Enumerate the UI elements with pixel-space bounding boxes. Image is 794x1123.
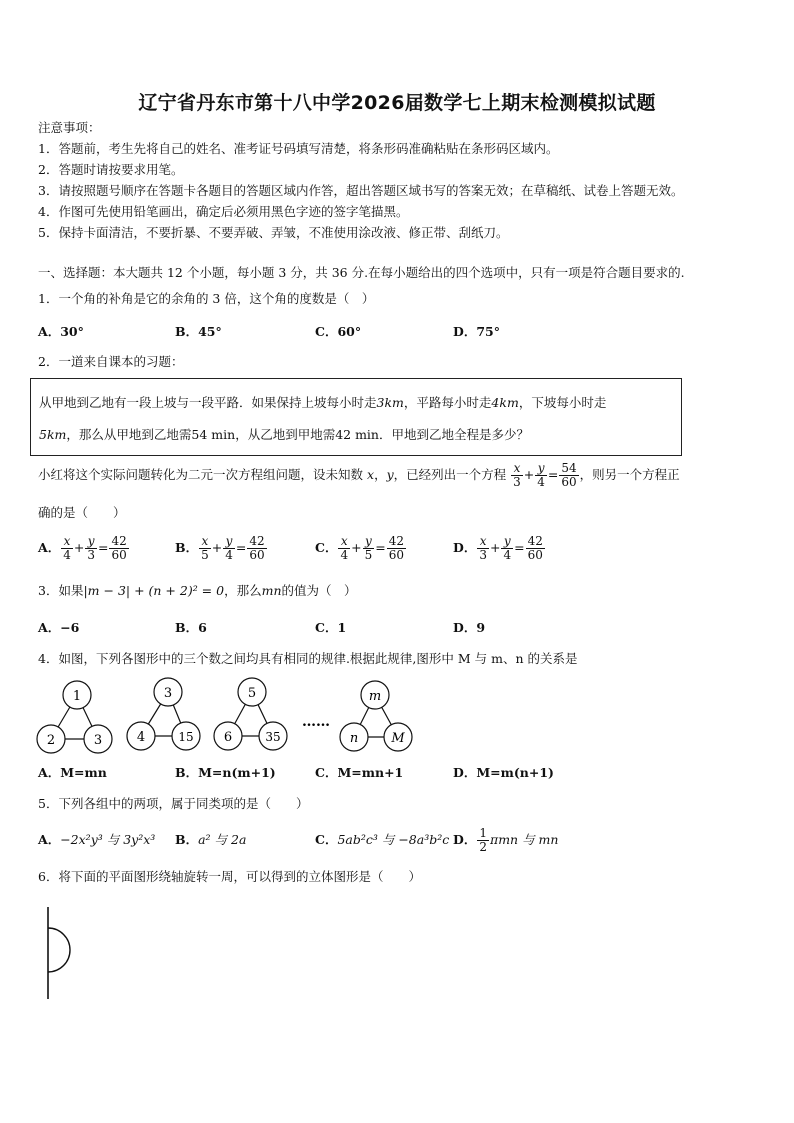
var-x: x [367,467,375,482]
q2-box-speed-down: 5km [39,427,67,442]
q2-text: ，则另一个方程正 [579,467,680,482]
node-value: 2 [46,733,56,748]
q2-box-speed-up: 3km [376,395,404,410]
denominator: 60 [388,548,404,562]
q2-box-line-1 [39,393,606,411]
q5-option-c [315,822,449,858]
fraction [477,827,489,854]
q1-stem: 1．一个角的补角是它的余角的 3 倍，这个角的度数是（ ） [38,291,375,306]
triangle-figure-2 [127,678,200,750]
page-title: 辽宁省丹东市第十八中学2026届数学七上期末检测模拟试题 [138,92,656,114]
q2-box-text: ，下坡每小时走 [518,395,607,410]
numerator: 42 [111,534,127,548]
q5-stem: 5．下列各组中的两项，属于同类项的是（ ） [38,796,309,811]
q3-option-b: B．6 [175,620,207,635]
q2-problem-box [30,378,682,456]
q4-option-c: C．M=mn+1 [315,765,404,780]
q3-text: 的值为（ ） [281,583,357,598]
q5-option-a-expr: −2x²y³ 与 3y²x³ [60,832,156,847]
option-label: D． [453,832,477,847]
fraction [61,535,73,562]
fraction [85,535,97,562]
notes-heading: 注意事项： [38,120,101,135]
fraction [387,535,406,562]
q5-option-a [38,822,155,858]
q1-option-a: A．30° [38,324,84,339]
option-label: C． [315,540,338,555]
fraction [109,535,128,562]
q2-stem: 2．一道来自课本的习题： [38,354,184,369]
denominator: 60 [249,548,265,562]
fraction [363,535,375,562]
numerator: 1 [479,826,487,840]
q2-text-line-1: 小红将这个实际问题转化为二元一次方程组问题，设未知数 x，y，已经列出一个方程 $\frac{x}{3}$ + $\frac{y}{4}$ = $\frac{54}{60}$ ，则另一个方程正 [38,461,680,489]
node-value: 4 [136,730,146,745]
q2-box-text: ，从乙地到甲地需 [235,427,336,442]
note-item-1: 1．答题前，考生先将自己的姓名、准考证号码填写清楚，将条形码准确粘贴在条形码区域内。 [38,141,559,156]
fraction [501,535,513,562]
fraction [511,462,523,489]
q3-text: 3．如果 [38,583,84,598]
note-item-3: 3．请按照题号顺序在答题卡各题目的答题区域内作答，超出答题区域书写的答案无效；在草稿纸、试卷上答题无效。 [38,183,684,198]
option-label: B． [175,832,199,847]
denominator: 5 [364,548,373,562]
numerator: y [223,535,235,549]
option-label: C． [315,832,338,847]
node-value: m [368,689,382,704]
q2-box-speed-flat: 4km [491,395,519,410]
numerator: x [477,535,489,549]
denominator: 4 [225,548,233,562]
q2-box-text: ，平路每小时走 [403,395,492,410]
triangle-figure-1 [37,681,112,753]
numerator: y [535,462,547,476]
numerator: 42 [388,534,404,548]
q5-option-d-expr: πmn 与 mn [489,832,559,847]
fraction [199,535,211,562]
option-label: A． [38,540,61,555]
q2-option-d: D． $\frac{x}{3}$ + $\frac{y}{4}$ = $\frac{42}{60}$ [453,534,543,562]
q5-option-c-expr: 5ab²c³ 与 −8a³b²c [337,832,450,847]
q2-box-time-1: 54 min [191,427,236,442]
denominator: 3 [87,548,95,562]
node-value: n [349,731,359,746]
denominator: 4 [537,475,545,489]
option-label: A． [38,832,61,847]
q1-option-c: C．60° [315,324,362,339]
numerator: y [85,535,97,549]
q2-option-a: A． $\frac{x}{4}$ + $\frac{y}{3}$ = $\frac{42}{60}$ [38,534,127,562]
node-value: 35 [265,730,281,744]
note-item-5: 5．保持卡面清洁，不要折暴、不要弄破、弄皱，不准使用涂改液、修正带、刮纸刀。 [38,225,509,240]
q2-sep: ， [374,467,387,482]
denominator: 4 [63,548,71,562]
q3-stem [38,581,357,601]
q4-triangle-figures [30,676,430,756]
q5-option-b [175,822,246,858]
option-label: B． [175,540,199,555]
q2-text: 小红将这个实际问题转化为二元一次方程组问题，设未知数 [38,467,364,482]
q5-option-d [453,822,558,858]
var-y: y [386,467,394,482]
q2-text: ，已经列出一个方程 [393,467,507,482]
numerator: x [199,535,211,549]
q4-stem: 4．如图，下列各图形中的三个数之间均具有相同的规律.根据此规律,图形中 M 与 m、n 的关系是 [38,651,578,666]
node-value: 3 [163,686,173,701]
denominator: 60 [561,475,577,489]
q1-option-b: B．45° [175,324,222,339]
node-value: 5 [247,686,257,701]
denominator: 60 [111,548,127,562]
q4-option-b: B．M=n(m+1) [175,765,276,780]
fraction [477,535,489,562]
node-value: 15 [178,730,194,744]
numerator: x [511,462,523,476]
q6-stem: 6．将下面的平面图形绕轴旋转一周，可以得到的立体图形是（ ） [38,869,421,884]
option-label: D． [453,540,477,555]
q4-option-a: A．M=mn [38,765,107,780]
denominator: 4 [503,548,512,562]
q2-box-text: 从甲地到乙地有一段上坡与一段平路．如果保持上坡每小时走 [39,395,377,410]
denominator: 4 [340,548,349,562]
denominator: 3 [513,475,521,489]
q5-option-b-expr: a² 与 2a [198,832,247,847]
section-heading: 一、选择题：本大题共 12 个小题，每小题 3 分，共 36 分.在每小题给出的四个选项中，只有一项是符合题目要求的. [38,265,685,280]
q2-box-text: ．甲地到乙地全程是多少？ [378,427,529,442]
triangle-figure-4 [340,681,412,751]
numerator: y [501,535,513,549]
q3-expression: |m − 3| + (n + 2)² = 0 [83,583,225,598]
numerator: 42 [249,534,265,548]
numerator: y [363,535,375,549]
node-value: 1 [72,689,82,704]
denominator: 3 [479,548,487,562]
q1-option-d: D．75° [453,324,500,339]
node-value: 6 [223,730,233,745]
denominator: 60 [527,548,543,562]
numerator: x [338,535,350,549]
q6-rotation-figure [40,905,80,1001]
ellipsis-dots: …… [302,714,330,730]
q3-mn: mn [261,583,282,598]
q2-option-c: C． $\frac{x}{4}$ + $\frac{y}{5}$ = $\frac{42}{60}$ [315,534,404,562]
q2-box-time-2: 42 min [335,427,379,442]
q2-box-line-2 [39,425,529,443]
fraction [223,535,235,562]
numerator: 42 [527,534,543,548]
q3-option-c: C．1 [315,620,347,635]
q2-box-text: ，那么从甲地到乙地需 [66,427,192,442]
q3-option-d: D．9 [453,620,486,635]
node-value: 3 [93,733,103,748]
fraction [559,462,578,489]
node-value: M [391,731,405,746]
denominator: 5 [201,548,209,562]
fraction [247,535,266,562]
fraction [535,462,547,489]
fraction [338,535,350,562]
q2-text-line-2: 确的是（ ） [38,505,126,520]
note-item-4: 4．作图可先使用铅笔画出，确定后必须用黑色字迹的签字笔描黑。 [38,204,409,219]
q3-option-a: A．−6 [38,620,80,635]
q3-text: ，那么 [224,583,262,598]
numerator: x [61,535,73,549]
q2-option-b: B． $\frac{x}{5}$ + $\frac{y}{4}$ = $\frac{42}{60}$ [175,534,265,562]
q4-option-d: D．M=m(n+1) [453,765,554,780]
triangle-figure-3 [214,678,287,750]
denominator: 2 [479,840,487,854]
numerator: 54 [561,461,577,475]
semicircle-shape [48,928,70,972]
fraction [526,535,545,562]
note-item-2: 2．答题时请按要求用笔。 [38,162,184,177]
